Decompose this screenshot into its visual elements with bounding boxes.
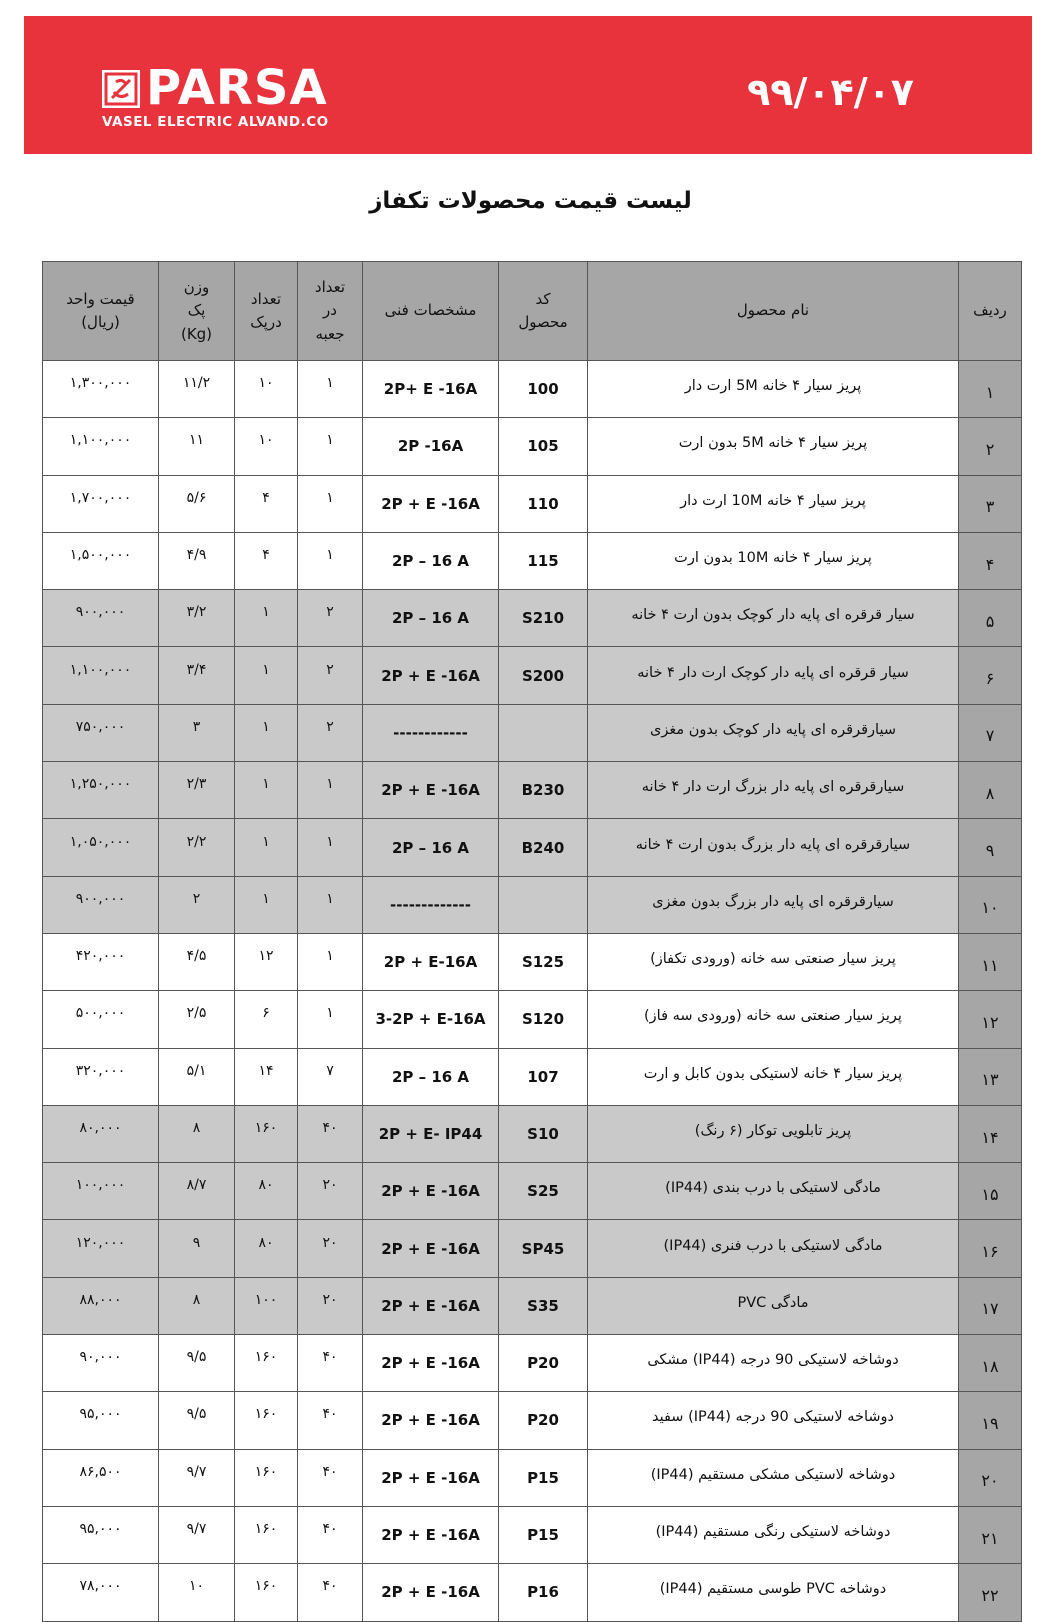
technical-spec: 2P + E -16A xyxy=(363,1506,499,1563)
unit-price: ۱,۲۵۰,۰۰۰ xyxy=(43,762,159,819)
qty-per-pack: ۴ xyxy=(235,475,298,532)
col-price-header: قیمت واحد (ریال) xyxy=(43,262,159,361)
table-row xyxy=(43,762,1022,819)
qty-per-pack: ۱۰ xyxy=(235,361,298,418)
table-row xyxy=(43,1564,1022,1621)
product-code: 110 xyxy=(499,475,588,532)
product-name: مادگی PVC xyxy=(588,1277,959,1334)
product-code: B230 xyxy=(499,762,588,819)
table-row xyxy=(43,1220,1022,1277)
product-code: S200 xyxy=(499,647,588,704)
unit-price: ۳۲۰,۰۰۰ xyxy=(43,1048,159,1105)
technical-spec: 2P – 16 A xyxy=(363,1048,499,1105)
row-number: ۲ xyxy=(959,418,1022,475)
company-logo xyxy=(102,60,342,138)
pack-weight: ۴/۹ xyxy=(159,532,235,589)
row-number: ۳ xyxy=(959,475,1022,532)
table-row xyxy=(43,1048,1022,1105)
product-name: سیارقرقره ای پایه دار بزرگ ارت دار ۴ خانه xyxy=(588,762,959,819)
technical-spec: ------------- xyxy=(363,876,499,933)
product-name: مادگی لاستیکی با درب فنری (IP44) xyxy=(588,1220,959,1277)
pack-weight: ۲/۲ xyxy=(159,819,235,876)
pack-weight: ۴/۵ xyxy=(159,933,235,990)
qty-per-box: ۴۰ xyxy=(298,1392,363,1449)
qty-per-pack: ۱ xyxy=(235,647,298,704)
pack-weight: ۳ xyxy=(159,704,235,761)
unit-price: ۱,۱۰۰,۰۰۰ xyxy=(43,418,159,475)
qty-per-pack: ۱۶۰ xyxy=(235,1506,298,1563)
col-spec-header: مشخصات فنی xyxy=(363,262,499,361)
col-perbox-header: تعداد در جعبه xyxy=(298,262,363,361)
technical-spec: 2P + E -16A xyxy=(363,1220,499,1277)
table-row xyxy=(43,1506,1022,1563)
table-row xyxy=(43,647,1022,704)
product-code: S125 xyxy=(499,933,588,990)
product-name: دوشاخه PVC طوسی مستقیم (IP44) xyxy=(588,1564,959,1621)
technical-spec: 2P + E -16A xyxy=(363,1449,499,1506)
product-code xyxy=(499,704,588,761)
product-code: P15 xyxy=(499,1449,588,1506)
table-row xyxy=(43,704,1022,761)
product-name: دوشاخه لاستیکی 90 درجه (IP44) سفید xyxy=(588,1392,959,1449)
pack-weight: ۸ xyxy=(159,1277,235,1334)
col-perpack-header: تعداد درپک xyxy=(235,262,298,361)
product-name: پریز سیار ۴ خانه 10M ارت دار xyxy=(588,475,959,532)
product-name: سیار قرقره ای پایه دار کوچک ارت دار ۴ خانه xyxy=(588,647,959,704)
unit-price: ۹۰,۰۰۰ xyxy=(43,1335,159,1392)
logo-mark-icon xyxy=(102,70,140,108)
qty-per-pack: ۱۴ xyxy=(235,1048,298,1105)
qty-per-pack: ۱۶۰ xyxy=(235,1392,298,1449)
product-code: S10 xyxy=(499,1105,588,1162)
table-row xyxy=(43,1105,1022,1162)
technical-spec: 2P – 16 A xyxy=(363,819,499,876)
row-number: ۱۵ xyxy=(959,1163,1022,1220)
technical-spec: 2P + E -16A xyxy=(363,1277,499,1334)
pack-weight: ۲ xyxy=(159,876,235,933)
product-name: سیار قرقره ای پایه دار کوچک بدون ارت ۴ خانه xyxy=(588,590,959,647)
qty-per-pack: ۱۶۰ xyxy=(235,1335,298,1392)
product-name: دوشاخه لاستیکی رنگی مستقیم (IP44) xyxy=(588,1506,959,1563)
product-name: پریز سیار ۴ خانه 5M بدون ارت xyxy=(588,418,959,475)
qty-per-box: ۱ xyxy=(298,361,363,418)
technical-spec: 2P + E -16A xyxy=(363,762,499,819)
row-number: ۹ xyxy=(959,819,1022,876)
qty-per-box: ۱ xyxy=(298,475,363,532)
product-code xyxy=(499,876,588,933)
table-row xyxy=(43,475,1022,532)
unit-price: ۸۸,۰۰۰ xyxy=(43,1277,159,1334)
qty-per-box: ۲۰ xyxy=(298,1220,363,1277)
product-code: 100 xyxy=(499,361,588,418)
row-number: ۱۳ xyxy=(959,1048,1022,1105)
table-header-row xyxy=(43,262,1022,361)
qty-per-box: ۱ xyxy=(298,819,363,876)
unit-price: ۹۵,۰۰۰ xyxy=(43,1392,159,1449)
row-number: ۱۹ xyxy=(959,1392,1022,1449)
pack-weight: ۱۱ xyxy=(159,418,235,475)
product-code: P15 xyxy=(499,1506,588,1563)
product-code: S120 xyxy=(499,991,588,1048)
product-code: 107 xyxy=(499,1048,588,1105)
pack-weight: ۹/۵ xyxy=(159,1335,235,1392)
technical-spec: 2P + E -16A xyxy=(363,475,499,532)
product-code: SP45 xyxy=(499,1220,588,1277)
qty-per-pack: ۱ xyxy=(235,876,298,933)
pack-weight: ۲/۵ xyxy=(159,991,235,1048)
technical-spec: 2P + E -16A xyxy=(363,647,499,704)
row-number: ۱ xyxy=(959,361,1022,418)
unit-price: ۸۰,۰۰۰ xyxy=(43,1105,159,1162)
product-code: P20 xyxy=(499,1392,588,1449)
product-name: دوشاخه لاستیکی 90 درجه (IP44) مشکی xyxy=(588,1335,959,1392)
qty-per-box: ۴۰ xyxy=(298,1449,363,1506)
row-number: ۱۴ xyxy=(959,1105,1022,1162)
pack-weight: ۸/۷ xyxy=(159,1163,235,1220)
table-row xyxy=(43,532,1022,589)
row-number: ۷ xyxy=(959,704,1022,761)
qty-per-box: ۱ xyxy=(298,762,363,819)
table-row xyxy=(43,1392,1022,1449)
row-number: ۴ xyxy=(959,532,1022,589)
product-name: سیارقرقره ای پایه دار بزرگ بدون ارت ۴ خانه xyxy=(588,819,959,876)
qty-per-box: ۱ xyxy=(298,532,363,589)
product-code: P20 xyxy=(499,1335,588,1392)
technical-spec: 2P + E- IP44 xyxy=(363,1105,499,1162)
row-number: ۱۸ xyxy=(959,1335,1022,1392)
technical-spec: 2P + E -16A xyxy=(363,1163,499,1220)
product-name: پریز سیار صنعتی سه خانه (ورودی سه فاز) xyxy=(588,991,959,1048)
qty-per-box: ۲ xyxy=(298,590,363,647)
product-name: پریز سیار صنعتی سه خانه (ورودی تکفاز) xyxy=(588,933,959,990)
col-weight-header: وزن پک (Kg) xyxy=(159,262,235,361)
product-name: سیارقرقره ای پایه دار کوچک بدون مغزی xyxy=(588,704,959,761)
qty-per-pack: ۱۶۰ xyxy=(235,1105,298,1162)
pack-weight: ۸ xyxy=(159,1105,235,1162)
row-number: ۱۲ xyxy=(959,991,1022,1048)
unit-price: ۵۰۰,۰۰۰ xyxy=(43,991,159,1048)
unit-price: ۸۶,۵۰۰ xyxy=(43,1449,159,1506)
product-name: دوشاخه لاستیکی مشکی مستقیم (IP44) xyxy=(588,1449,959,1506)
pack-weight: ۳/۲ xyxy=(159,590,235,647)
technical-spec: 2P + E -16A xyxy=(363,1564,499,1621)
qty-per-box: ۲ xyxy=(298,647,363,704)
product-code: P16 xyxy=(499,1564,588,1621)
company-name: VASEL ELECTRIC ALVAND.CO xyxy=(102,114,329,130)
qty-per-box: ۱ xyxy=(298,933,363,990)
unit-price: ۱,۵۰۰,۰۰۰ xyxy=(43,532,159,589)
unit-price: ۹۵,۰۰۰ xyxy=(43,1506,159,1563)
table-row xyxy=(43,1449,1022,1506)
technical-spec: ------------ xyxy=(363,704,499,761)
qty-per-pack: ۸۰ xyxy=(235,1163,298,1220)
col-name-header: نام محصول xyxy=(588,262,959,361)
table-row xyxy=(43,991,1022,1048)
qty-per-box: ۴۰ xyxy=(298,1506,363,1563)
qty-per-pack: ۶ xyxy=(235,991,298,1048)
product-name: پریز سیار ۴ خانه 10M بدون ارت xyxy=(588,532,959,589)
qty-per-pack: ۱۰۰ xyxy=(235,1277,298,1334)
qty-per-pack: ۴ xyxy=(235,532,298,589)
row-number: ۱۰ xyxy=(959,876,1022,933)
pack-weight: ۹/۷ xyxy=(159,1506,235,1563)
unit-price: ۱,۱۰۰,۰۰۰ xyxy=(43,647,159,704)
col-row-header: ردیف xyxy=(959,262,1022,361)
unit-price: ۷۵۰,۰۰۰ xyxy=(43,704,159,761)
table-row xyxy=(43,819,1022,876)
unit-price: ۴۲۰,۰۰۰ xyxy=(43,933,159,990)
technical-spec: 2P + E -16A xyxy=(363,1392,499,1449)
table-row xyxy=(43,590,1022,647)
qty-per-box: ۱ xyxy=(298,991,363,1048)
pack-weight: ۱۰ xyxy=(159,1564,235,1621)
qty-per-pack: ۱۰ xyxy=(235,418,298,475)
product-name: پریز سیار ۴ خانه لاستیکی بدون کابل و ارت xyxy=(588,1048,959,1105)
product-code: 115 xyxy=(499,532,588,589)
row-number: ۱۷ xyxy=(959,1277,1022,1334)
row-number: ۵ xyxy=(959,590,1022,647)
product-code: S25 xyxy=(499,1163,588,1220)
qty-per-box: ۲۰ xyxy=(298,1163,363,1220)
pack-weight: ۹/۵ xyxy=(159,1392,235,1449)
product-code: 105 xyxy=(499,418,588,475)
unit-price: ۷۸,۰۰۰ xyxy=(43,1564,159,1621)
table-row xyxy=(43,1335,1022,1392)
unit-price: ۱,۷۰۰,۰۰۰ xyxy=(43,475,159,532)
qty-per-box: ۱ xyxy=(298,418,363,475)
qty-per-pack: ۱۶۰ xyxy=(235,1564,298,1621)
table-row xyxy=(43,876,1022,933)
unit-price: ۹۰۰,۰۰۰ xyxy=(43,590,159,647)
row-number: ۶ xyxy=(959,647,1022,704)
col-code-header: کد محصول xyxy=(499,262,588,361)
technical-spec: 2P+ E -16A xyxy=(363,361,499,418)
pack-weight: ۹/۷ xyxy=(159,1449,235,1506)
qty-per-box: ۲ xyxy=(298,704,363,761)
product-name: پریز تابلویی توکار (۶ رنگ) xyxy=(588,1105,959,1162)
product-name: پریز سیار ۴ خانه 5M ارت دار xyxy=(588,361,959,418)
pack-weight: ۵/۱ xyxy=(159,1048,235,1105)
unit-price: ۱۲۰,۰۰۰ xyxy=(43,1220,159,1277)
row-number: ۲۱ xyxy=(959,1506,1022,1563)
qty-per-box: ۲۰ xyxy=(298,1277,363,1334)
qty-per-box: ۴۰ xyxy=(298,1105,363,1162)
pack-weight: ۱۱/۲ xyxy=(159,361,235,418)
unit-price: ۹۰۰,۰۰۰ xyxy=(43,876,159,933)
qty-per-pack: ۱۲ xyxy=(235,933,298,990)
row-number: ۱۶ xyxy=(959,1220,1022,1277)
pack-weight: ۳/۴ xyxy=(159,647,235,704)
product-code: S35 xyxy=(499,1277,588,1334)
product-code: B240 xyxy=(499,819,588,876)
table-row xyxy=(43,361,1022,418)
qty-per-box: ۴۰ xyxy=(298,1335,363,1392)
qty-per-pack: ۱ xyxy=(235,762,298,819)
product-name: سیارقرقره ای پایه دار بزرگ بدون مغزی xyxy=(588,876,959,933)
row-number: ۸ xyxy=(959,762,1022,819)
header-banner xyxy=(24,16,1032,154)
row-number: ۲۲ xyxy=(959,1564,1022,1621)
table-row xyxy=(43,1277,1022,1334)
qty-per-box: ۱ xyxy=(298,876,363,933)
table-row xyxy=(43,418,1022,475)
technical-spec: 3-2P + E-16A xyxy=(363,991,499,1048)
product-name: مادگی لاستیکی با درب بندی (IP44) xyxy=(588,1163,959,1220)
technical-spec: 2P + E -16A xyxy=(363,1335,499,1392)
qty-per-pack: ۸۰ xyxy=(235,1220,298,1277)
row-number: ۱۱ xyxy=(959,933,1022,990)
unit-price: ۱,۰۵۰,۰۰۰ xyxy=(43,819,159,876)
price-table xyxy=(42,261,1022,1622)
page-title: لیست قیمت محصولات تکفاز xyxy=(369,188,692,214)
technical-spec: 2P – 16 A xyxy=(363,532,499,589)
table-row xyxy=(43,1163,1022,1220)
technical-spec: 2P + E-16A xyxy=(363,933,499,990)
qty-per-pack: ۱ xyxy=(235,704,298,761)
product-code: S210 xyxy=(499,590,588,647)
unit-price: ۱۰۰,۰۰۰ xyxy=(43,1163,159,1220)
brand-name: PARSA xyxy=(146,60,328,116)
row-number: ۲۰ xyxy=(959,1449,1022,1506)
table-row xyxy=(43,933,1022,990)
unit-price: ۱,۳۰۰,۰۰۰ xyxy=(43,361,159,418)
qty-per-pack: ۱ xyxy=(235,819,298,876)
pack-weight: ۵/۶ xyxy=(159,475,235,532)
pack-weight: ۲/۳ xyxy=(159,762,235,819)
qty-per-box: ۴۰ xyxy=(298,1564,363,1621)
price-list-date: ۹۹/۰۴/۰۷ xyxy=(747,70,914,114)
qty-per-box: ۷ xyxy=(298,1048,363,1105)
technical-spec: 2P -16A xyxy=(363,418,499,475)
technical-spec: 2P – 16 A xyxy=(363,590,499,647)
pack-weight: ۹ xyxy=(159,1220,235,1277)
qty-per-pack: ۱ xyxy=(235,590,298,647)
qty-per-pack: ۱۶۰ xyxy=(235,1449,298,1506)
